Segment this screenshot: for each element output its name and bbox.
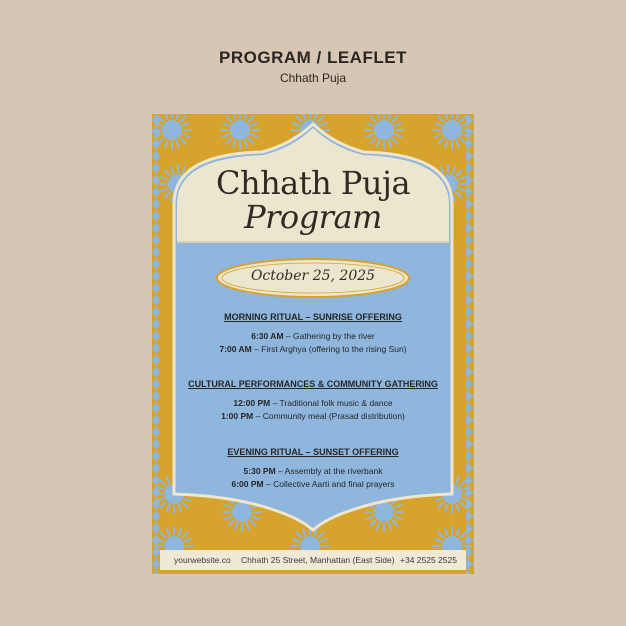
page-header-title: PROGRAM / LEAFLET: [219, 48, 407, 67]
schedule-item: 7:00 AM – First Arghya (offering to the rising Sun): [219, 344, 407, 354]
leaflet-title-line2: Program: [244, 198, 382, 236]
leaflet: [152, 114, 474, 574]
section-heading: EVENING RITUAL – SUNSET OFFERING: [227, 447, 399, 457]
schedule-item: 1:00 PM – Community meal (Prasad distribution): [221, 411, 405, 421]
footer-phone: +34 2525 2525: [400, 555, 457, 565]
event-date: October 25, 2025: [250, 268, 376, 284]
leaflet-title-line1: Chhath Puja: [215, 164, 411, 202]
schedule-item: 6:30 AM – Gathering by the river: [251, 331, 375, 341]
schedule-item: 5:30 PM – Assembly at the riverbank: [243, 466, 383, 476]
footer-website: yourwebsite.co: [174, 555, 231, 565]
footer-address: Chhath 25 Street, Manhattan (East Side): [241, 555, 395, 565]
leaflet-footer: [160, 550, 466, 570]
schedule-item: 6:00 PM – Collective Aarti and final prayers: [231, 479, 395, 489]
section-heading: CULTURAL PERFORMANCES & COMMUNITY GATHERING: [188, 379, 438, 389]
section-heading: MORNING RITUAL – SUNRISE OFFERING: [224, 312, 402, 322]
schedule-item: 12:00 PM – Traditional folk music & dance: [233, 398, 393, 408]
page-header-subtitle: Chhath Puja: [279, 71, 347, 85]
